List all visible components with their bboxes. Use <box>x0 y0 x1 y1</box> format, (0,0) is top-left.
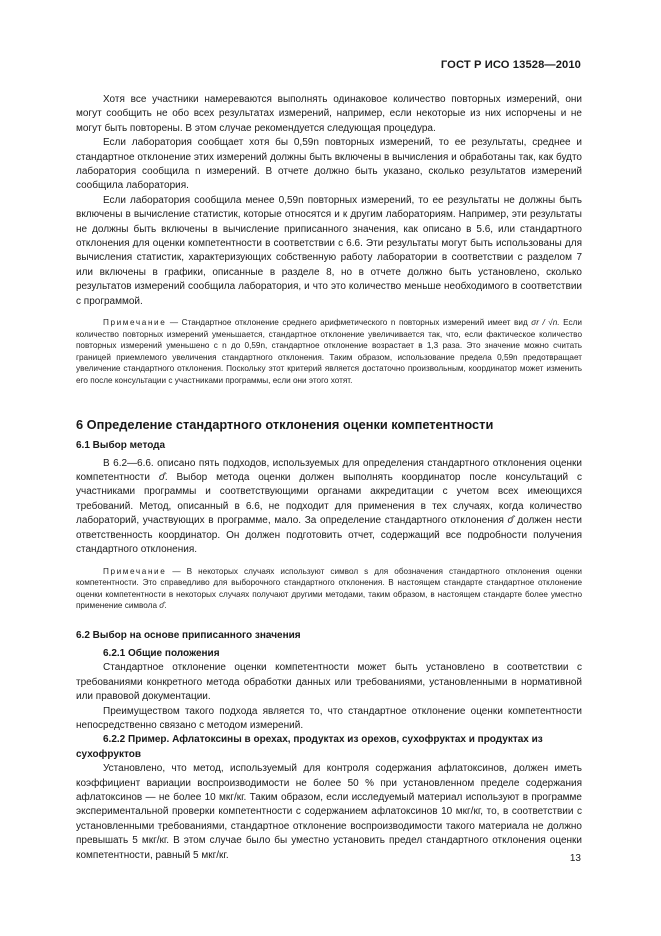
sigma-hat-symbol-3: σ̂ <box>159 601 165 611</box>
note-1-text-a: Стандартное отклонение среднего арифметического n повторных измерений имеет вид <box>181 318 528 328</box>
page-content <box>76 93 582 863</box>
section-6-2-2-title: 6.2.2 Пример. Афлатоксины в орехах, продуктах из орехов, сухофруктах и продуктах из сухофруктов <box>76 734 543 760</box>
s61-text-b: . Выбор метода оценки должен выполнять координатор после консультаций с участниками программы и соответствующими органами аккредитации с учетом всех имеющихся требований. Метод, описанный в 6.6, не подходит для применения в тех случаях, когда количество лабораторий, участвующих в программе, мало. За определение стандартного отклонения <box>76 472 582 527</box>
section-6-2-1-paragraph-2: Преимуществом такого подхода является то, что стандартное отклонение оценки компетентности непосредственно связано с методом измерений. <box>76 705 582 731</box>
section-6-2-1-title: 6.2.1 Общие положения <box>103 647 220 659</box>
note-1-label: Примечание <box>103 318 167 328</box>
section-6-title: 6 Определение стандартного отклонения оценки компетентности <box>76 416 494 432</box>
note-1-dash: — <box>166 318 182 328</box>
section-6-1-paragraph <box>76 457 582 558</box>
note-2 <box>76 566 582 612</box>
sigma-hat-symbol: σ̂ <box>158 472 165 484</box>
section-6-1-title: 6.1 Выбор метода <box>76 439 166 451</box>
paragraph-3: Если лаборатория сообщила менее 0,59n повторных измерений, то ее результаты не должны быть включены в вычисление статистик, которые относятся и к другим лабораториям. Например, эти результаты не должны быть включены в вычисление приписанного значения, как описано в 5.6, или стандартного отклонения для оценки компетентности в соответствии с 6.6. Эти результаты могут быть использованы для вычисления статистик, характеризующих собственную работу лаборатории в соответствии с разделом 7 или включены в графики, описанные в разделе 8, но в отчете должно быть установлено, сколько результатов измерений сообщила лаборатория, и что это количество меньше необходимого в соответствии с программой. <box>76 194 582 307</box>
s61-text-a: В 6.2—6.6. описано пять подходов, используемых для определения стандартного отклонения оценки компетентности <box>76 457 582 484</box>
section-6-2-1-paragraph-1: Стандартное отклонение оценки компетентности может быть установлено в соответствии с требованиями конкретного метода обработки данных или требованиями, установленными в нормативной или правовой документации. <box>76 662 582 703</box>
paragraph-2: Если лаборатория сообщает хотя бы 0,59n повторных измерений, то ее результаты, среднее и стандартное отклонение этих измерений должны быть включены в вычисления и обработаны так, как будто лаборатория сообщила n измерений. В отчете должно быть указано, сколько результатов измерений сообщила лаборатория. <box>76 137 582 192</box>
note-2-text: В некоторых случаях используют символ s для обозначения стандартного отклонения оценки компетентности. Это справедливо для выборочного стандартного отклонения. В настоящем стандарте стандартное отклонение оценки компетентности в некоторых случаях получают другими методами, таким образом, в настоящем стандарте более уместно применение символа <box>76 566 582 611</box>
note-1-formula: σr / √n. <box>531 318 560 328</box>
note-1-text-b: Если количество повторных измерений уменьшается, стандартное отклонение увеличивается так, что, если фактическое количество повторных измерений уменьшено с n до 0,59n, стандартное отклонение возрастает в 1,3 раза. Это значение можно считать границей приемлемого увеличения стандартного отклонения. Таким образом, использование предела 0,59n предотвращает увеличение стандартного отклонения. Поскольку этот критерий является достаточно произвольным, координатор может изменить его после консультации с участниками программы, если они этого хотят. <box>76 318 582 386</box>
page-number: 13 <box>569 853 581 864</box>
section-6-2-title: 6.2 Выбор на основе приписанного значения <box>76 629 301 641</box>
note-2-end: . <box>164 601 167 611</box>
note-2-label: Примечание <box>103 566 167 576</box>
paragraph-1: Хотя все участники намереваются выполнять одинаковое количество повторных измерений, они могут сообщить не обо всех результатах измерений, например, если некоторые из них испорчены и не могут быть повторены. В этом случае рекомендуется следующая процедура. <box>76 94 582 134</box>
note-2-dash: — <box>166 566 187 576</box>
section-6-2-2-paragraph: Установлено, что метод, используемый для контроля содержания афлатоксинов, должен иметь коэффициент вариации воспроизводимости не более 50 % при установленном пределе содержания афлатоксинов — не более 10 мкг/кг. Таким образом, если исследуемый материал используют в программе экспериментальной проверки компетентности с содержанием афлатоксинов 10 мкг/кг, то, в соответствии с установленными требованиями, стандартное отклонение воспроизводимости такого материала не должно превышать 5 мкг/кг. В этом случае было бы уместно установить предел стандартного отклонения оценки компетентности, равный 5 мкг/кг. <box>76 763 582 861</box>
sigma-hat-symbol-2: σ̂ <box>507 515 514 527</box>
standard-header: ГОСТ Р ИСО 13528—2010 <box>440 59 581 71</box>
s61-text-c: должен нести ответственность координатор. Он должен подготовить отчет, содержащий все подробности получения стандартного отклонения. <box>76 515 582 556</box>
note-1 <box>76 317 582 387</box>
